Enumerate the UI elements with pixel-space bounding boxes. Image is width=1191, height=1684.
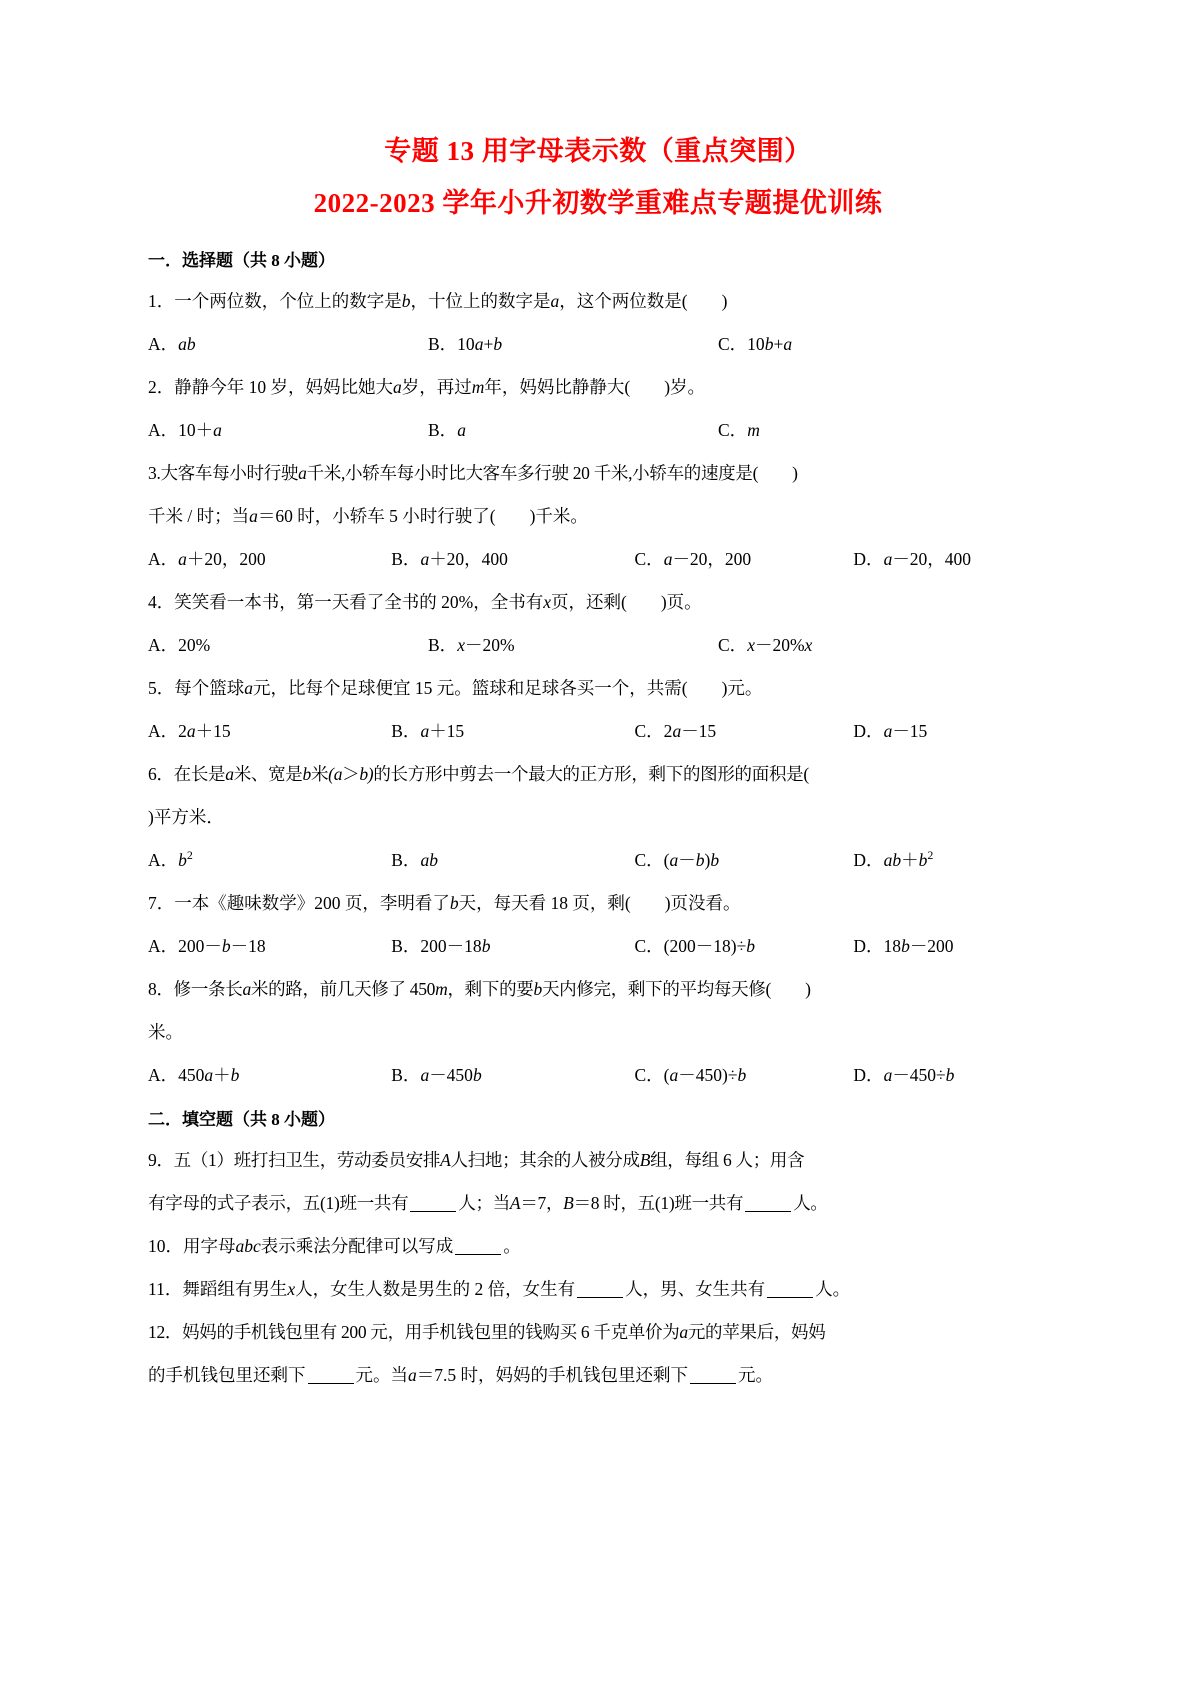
question-4	[148, 581, 1048, 667]
option-b[interactable]: B．a＋15	[391, 721, 465, 741]
option-b[interactable]: B．x－20%	[428, 635, 515, 655]
question-7-stem: 7．一本《趣味数学》200 页，李明看了b天，每天看 18 页，剩( )页没看。	[148, 893, 741, 913]
question-11-stem: 11．舞蹈组有男生x人，女生人数是男生的 2 倍，女生有 人，男、女生共有 人。	[148, 1279, 851, 1299]
option-d[interactable]: D．a－450÷b	[853, 1065, 955, 1085]
option-b[interactable]: B．a	[428, 420, 466, 440]
question-7	[148, 882, 1048, 968]
answer-blank[interactable]	[767, 1297, 813, 1298]
option-c[interactable]: C．a－20，200	[634, 549, 752, 569]
question-2-stem: 2．静静今年 10 岁，妈妈比她大a岁，再过m年，妈妈比静静大( )岁。	[148, 377, 706, 397]
option-c[interactable]: C．2a－15	[634, 721, 717, 741]
option-b[interactable]: B．200－18b	[391, 936, 491, 956]
question-9-stem-line-1: 9．五（1）班打扫卫生，劳动委员安排A人扫地；其余的人被分成B组，每组 6 人；用含	[148, 1150, 805, 1170]
option-d[interactable]: D．18b－200	[853, 936, 954, 956]
answer-blank[interactable]	[455, 1254, 501, 1255]
question-9-stem-line-2: 有字母的式子表示，五(1)班一共有 人；当A＝7，B＝8 时，五(1)班一共有 人。	[148, 1193, 828, 1213]
question-10	[148, 1225, 1048, 1268]
question-2	[148, 366, 1048, 452]
option-a[interactable]: A．450a＋b	[148, 1065, 240, 1085]
question-3-options	[148, 538, 1048, 581]
option-b[interactable]: B．a－450b	[391, 1065, 482, 1085]
question-6	[148, 753, 1048, 882]
question-8-options	[148, 1054, 1048, 1097]
option-d[interactable]: D．$ab+b^2$	[853, 848, 934, 870]
answer-blank[interactable]	[410, 1211, 456, 1212]
option-a[interactable]: A．a＋20，200	[148, 549, 266, 569]
question-9	[148, 1139, 1048, 1225]
answer-blank[interactable]	[745, 1211, 791, 1212]
question-6-stem-line-2: )平方米．	[148, 807, 224, 827]
question-5	[148, 667, 1048, 753]
question-1-options	[148, 323, 1048, 366]
question-5-options	[148, 710, 1048, 753]
option-a[interactable]: A．20%	[148, 635, 211, 655]
option-d[interactable]: D．a－15	[853, 721, 928, 741]
question-1	[148, 280, 1048, 366]
question-6-options	[148, 839, 1048, 882]
document-content	[148, 128, 1048, 1397]
question-4-options	[148, 624, 1048, 667]
question-12-stem-line-1: 12．妈妈的手机钱包里有 200 元，用手机钱包里的钱购买 6 千克单价为a元的苹果后，妈妈	[148, 1322, 826, 1342]
option-c[interactable]: C．10b+a	[718, 334, 793, 354]
question-2-options	[148, 409, 1048, 452]
option-c[interactable]: C．x－20%x	[718, 635, 813, 655]
question-3	[148, 452, 1048, 581]
section-heading-fill-blank: 二．填空题（共 8 小题）	[148, 1110, 335, 1129]
answer-blank[interactable]	[577, 1297, 623, 1298]
section-heading-choice: 一．选择题（共 8 小题）	[148, 251, 335, 270]
option-c[interactable]: C．(200－18)÷b	[634, 936, 755, 956]
option-c[interactable]: C．(a－450)÷b	[634, 1065, 747, 1085]
option-a[interactable]: A．200－b－18	[148, 936, 266, 956]
question-1-stem: 1．一个两位数，个位上的数字是b，十位上的数字是a，这个两位数是( )	[148, 291, 728, 311]
option-b[interactable]: B．a＋20，400	[391, 549, 508, 569]
question-4-stem: 4．笑笑看一本书，第一天看了全书的 20%，全书有x页，还剩( )页。	[148, 592, 702, 612]
question-6-stem-line-1: 6．在长是a米、宽是b米(a＞b)的长方形中剪去一个最大的正方形，剩下的图形的面积是(	[148, 764, 809, 784]
option-a[interactable]: A．10＋a	[148, 420, 222, 440]
answer-blank[interactable]	[690, 1383, 736, 1384]
question-3-stem-line-2: 千米 / 时；当a＝60 时，小轿车 5 小时行驶了( )千米。	[148, 506, 588, 526]
question-10-stem: 10．用字母abc表示乘法分配律可以写成 。	[148, 1236, 521, 1256]
document-title-sub: 2022-2023 学年小升初数学重难点专题提优训练	[313, 188, 883, 218]
option-b[interactable]: B．10a+b	[428, 334, 503, 354]
option-a[interactable]: A．$b^2$	[148, 848, 193, 870]
option-b[interactable]: B．ab	[391, 850, 438, 870]
question-12	[148, 1311, 1048, 1397]
option-c[interactable]: C．(a－b)b	[634, 850, 720, 870]
question-5-stem: 5．每个篮球a元，比每个足球便宜 15 元。篮球和足球各买一个，共需( )元。	[148, 678, 763, 698]
question-12-stem-line-2: 的手机钱包里还剩下 元。当a＝7.5 时，妈妈的手机钱包里还剩下 元。	[148, 1365, 773, 1385]
question-8-stem-line-1: 8．修一条长a米的路，前几天修了 450m，剩下的要b天内修完，剩下的平均每天修( )	[148, 979, 811, 999]
question-8	[148, 968, 1048, 1097]
question-7-options	[148, 925, 1048, 968]
document-title-main: 专题 13 用字母表示数（重点突围）	[384, 136, 812, 166]
option-d[interactable]: D．a－20，400	[853, 549, 972, 569]
option-a[interactable]: A．2a＋15	[148, 721, 231, 741]
answer-blank[interactable]	[308, 1383, 354, 1384]
question-3-stem-line-1: 3.大客车每小时行驶a千米,小轿车每小时比大客车多行驶 20 千米,小轿车的速度是( )	[148, 463, 798, 483]
option-c[interactable]: C．m	[718, 420, 760, 440]
question-8-stem-line-2: 米。	[148, 1022, 183, 1042]
option-a[interactable]: A．ab	[148, 334, 196, 354]
question-11	[148, 1268, 1048, 1311]
